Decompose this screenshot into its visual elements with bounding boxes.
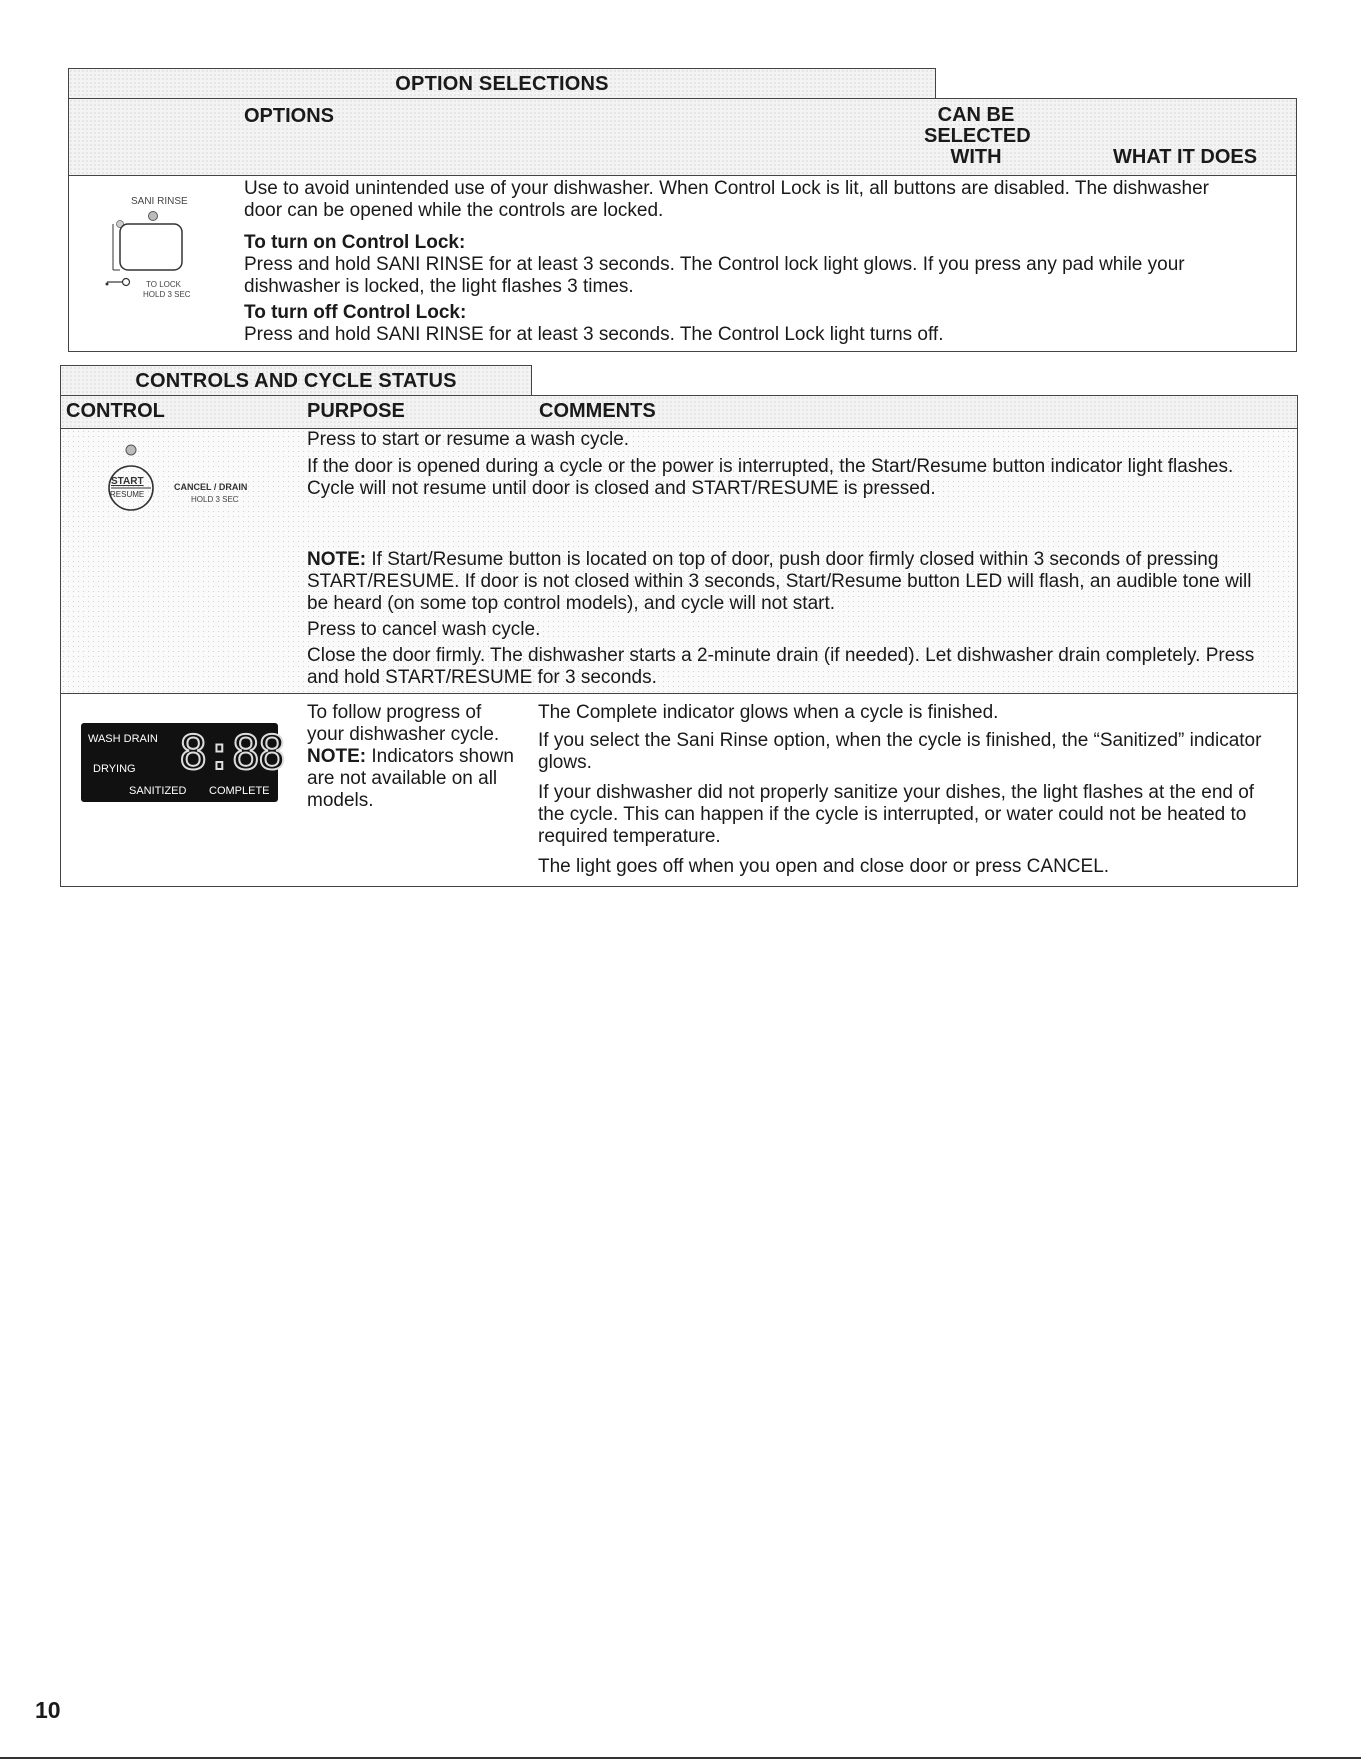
- close-line-1: Close the door firmly. The dishwasher starts a 2-minute drain (if needed). Let dishwasher drain completely. Press: [307, 645, 1255, 666]
- can-be-selected-header-2: SELECTED: [924, 125, 1031, 147]
- status-purpose-1: To follow progress of: [307, 702, 482, 723]
- comments-header: COMMENTS: [539, 400, 656, 422]
- to-lock-label: TO LOCK: [146, 280, 181, 289]
- turn-on-line-2: dishwasher is locked, the light flashes 3 times.: [244, 276, 634, 297]
- option-selections-title: OPTION SELECTIONS: [395, 73, 609, 95]
- note-label: NOTE:: [307, 549, 367, 570]
- control-lock-desc-2: door can be opened while the controls are locked.: [244, 200, 664, 221]
- row-divider: [61, 693, 1297, 694]
- start-note-3: be heard (on some top control models), and cycle will not start.: [307, 593, 836, 614]
- status-comment-2b: glows.: [538, 752, 592, 773]
- purpose-note-text: Indicators shown: [366, 746, 514, 767]
- status-comment-3a: If your dishwasher did not properly sanitize your dishes, the light flashes at the end of: [538, 782, 1255, 803]
- hold-3-sec-label: HOLD 3 SEC: [191, 495, 239, 504]
- status-purpose-note-2: are not available on all: [307, 768, 498, 789]
- purpose-header: PURPOSE: [307, 400, 405, 422]
- status-purpose-note-3: models.: [307, 790, 374, 811]
- status-comment-2a: If you select the Sani Rinse option, when the cycle is finished, the “Sanitized” indicator: [538, 730, 1262, 751]
- drying-indicator: DRYING: [93, 763, 136, 775]
- control-lock-icon-group: [103, 196, 223, 306]
- options-header: OPTIONS: [244, 105, 335, 127]
- status-purpose-2: your dishwasher cycle.: [307, 724, 500, 745]
- controls-status-table: [60, 395, 1298, 887]
- cancel-line: Press to cancel wash cycle.: [307, 619, 541, 640]
- can-be-selected-header-3: WITH: [950, 146, 1002, 168]
- what-it-does-header: WHAT IT DOES: [1113, 146, 1258, 168]
- start-label: START: [111, 476, 144, 487]
- status-comment-3c: required temperature.: [538, 826, 721, 847]
- cancel-drain-label: CANCEL / DRAIN: [174, 482, 248, 492]
- status-comment-1: The Complete indicator glows when a cycle is finished.: [538, 702, 999, 723]
- wash-drain-indicator: WASH DRAIN: [88, 733, 158, 745]
- option-selections-tab: [68, 68, 936, 99]
- start-line-2: If the door is opened during a cycle or the power is interrupted, the Start/Resume button indicator light flashes.: [307, 456, 1234, 477]
- start-cancel-row: [61, 429, 1297, 693]
- page-number: 10: [35, 1697, 61, 1723]
- status-comment-4: The light goes off when you open and close door or press CANCEL.: [538, 856, 1110, 877]
- controls-status-title: CONTROLS AND CYCLE STATUS: [135, 370, 457, 392]
- status-comment-3b: the cycle. This can happen if the cycle is interrupted, or water could not be heated to: [538, 804, 1247, 825]
- controls-status-header-row: [61, 396, 1297, 428]
- close-line-2: and hold START/RESUME for 3 seconds.: [307, 667, 657, 688]
- option-selections-table: [68, 98, 1297, 352]
- start-line-3: Cycle will not resume until door is closed and START/RESUME is pressed.: [307, 478, 936, 499]
- resume-label: RESUME: [110, 490, 145, 499]
- complete-indicator: COMPLETE: [209, 785, 270, 797]
- header-divider: [69, 175, 1296, 176]
- turn-on-heading: To turn on Control Lock:: [244, 232, 466, 253]
- digit-readout: 8:88: [179, 726, 285, 781]
- start-note-1: [307, 549, 1218, 571]
- sanitized-indicator: SANITIZED: [129, 785, 187, 797]
- hold-3-sec-label: HOLD 3 SEC: [143, 290, 191, 299]
- turn-off-line-1: Press and hold SANI RINSE for at least 3 seconds. The Control Lock light turns off.: [244, 324, 944, 345]
- controls-status-tab: [60, 365, 532, 396]
- purpose-note-label: NOTE:: [307, 746, 367, 767]
- control-lock-desc-1: Use to avoid unintended use of your dishwasher. When Control Lock is lit, all buttons are disabled. The dishwasher: [244, 178, 1209, 199]
- can-be-selected-header-1: CAN BE: [937, 104, 1015, 126]
- start-note-2: START/RESUME. If door is not closed within 3 seconds, Start/Resume button LED will flash, an audible tone will: [307, 571, 1252, 592]
- control-header: CONTROL: [66, 400, 165, 422]
- start-line-1: Press to start or resume a wash cycle.: [307, 429, 630, 450]
- turn-on-line-1: Press and hold SANI RINSE for at least 3 seconds. The Control lock light glows. If you press any pad while your: [244, 254, 1185, 275]
- sani-rinse-label: SANI RINSE: [131, 196, 188, 207]
- turn-off-heading: To turn off Control Lock:: [244, 302, 467, 323]
- bottom-rule: [0, 1757, 1361, 1759]
- status-purpose-note-1: [307, 746, 514, 768]
- note-text-1: If Start/Resume button is located on top of door, push door firmly closed within 3 seconds of pressing: [366, 549, 1219, 570]
- status-display-panel: [81, 723, 285, 802]
